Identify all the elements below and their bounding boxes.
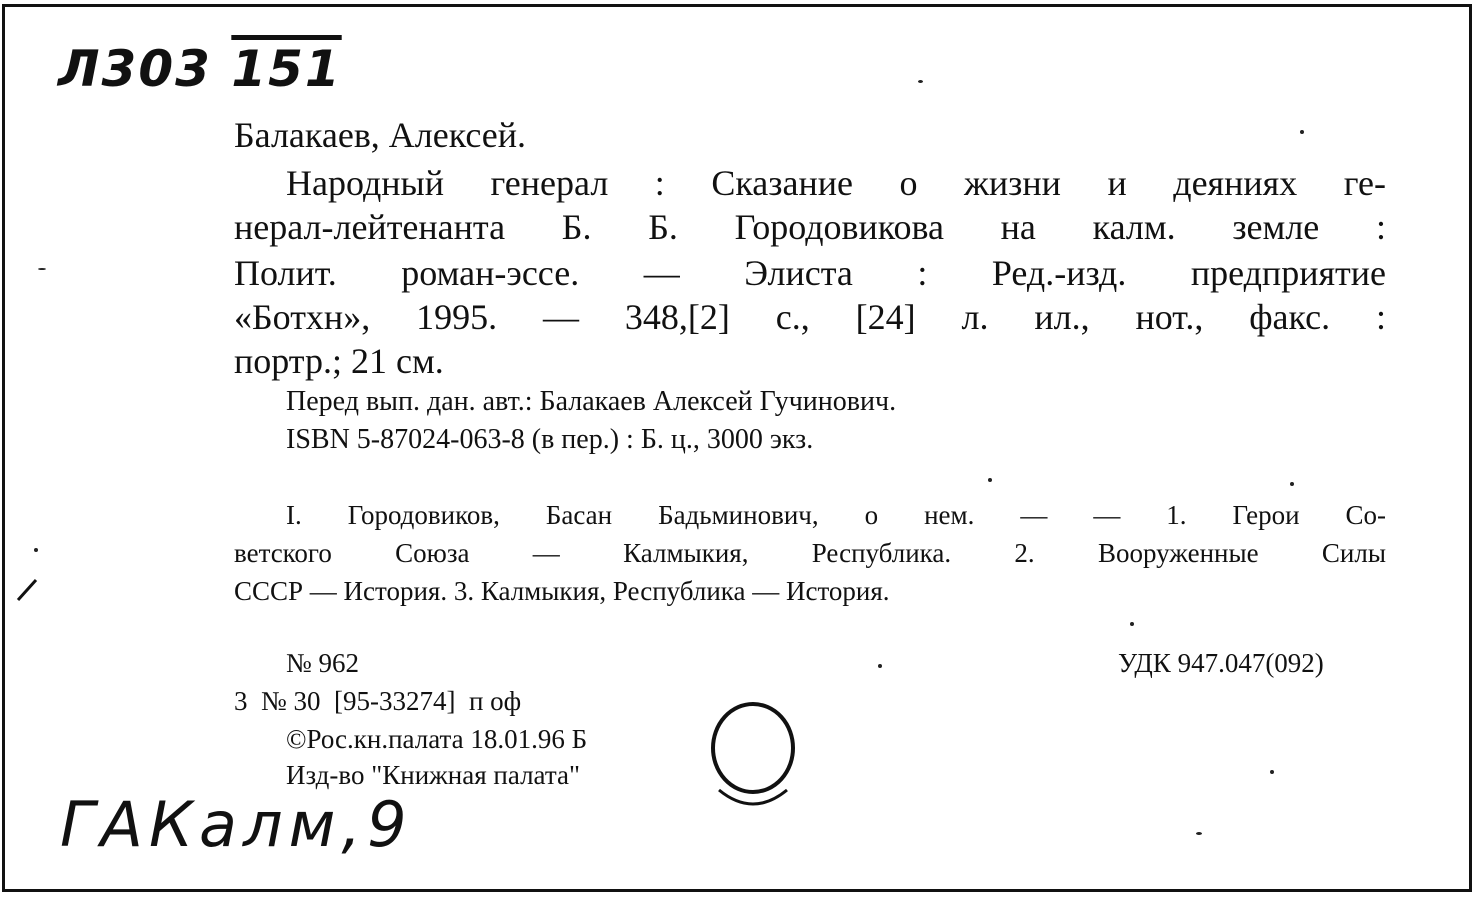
subject-line-1: I. Городовиков, Басан Бадьминович, о нем. — — 1. Герои Со-	[286, 500, 1386, 530]
title-line-3: Полит. роман-эссе. — Элиста : Ред.-изд. предприятие	[234, 253, 1386, 293]
subject-line-3: СССР — История. 3. Калмыкия, Республика — История.	[234, 576, 890, 606]
handwritten-number	[58, 40, 342, 98]
oval-stamp-icon	[703, 690, 803, 820]
handwritten-number-overline: 151	[231, 40, 342, 98]
speck	[1270, 770, 1274, 774]
speck	[1300, 130, 1304, 134]
pen-mark-icon	[16, 576, 40, 602]
speck	[34, 548, 38, 552]
publisher-line: Изд-во "Книжная палата"	[286, 760, 580, 790]
speck	[38, 268, 46, 270]
title-line-4: «Ботхн», 1995. — 348,[2] с., [24] л. ил., нот., факс. :	[234, 297, 1386, 337]
handwritten-archive-note: ГАКалм,9	[60, 788, 413, 861]
speck	[918, 80, 923, 83]
author-heading: Балакаев, Алексей.	[234, 115, 527, 155]
speck	[1196, 832, 1202, 835]
copyright-line: ©Рос.кн.палата 18.01.96 Б	[286, 724, 588, 754]
speck	[878, 664, 882, 668]
isbn-line: ISBN 5-87024-063-8 (в пер.) : Б. ц., 3000 экз.	[286, 424, 814, 455]
title-line-1: Народный генерал : Сказание о жизни и деяниях ге-	[286, 163, 1386, 203]
speck	[1290, 482, 1294, 486]
note-line-1: Перед вып. дан. авт.: Балакаев Алексей Гучинович.	[286, 386, 897, 417]
speck	[988, 478, 992, 482]
udc-code: УДК 947.047(092)	[1118, 648, 1324, 678]
title-line-5: портр.; 21 см.	[234, 341, 444, 381]
registration-line: 3 № 30 [95-33274] п оф	[234, 686, 522, 716]
card-number: № 962	[286, 648, 360, 678]
speck	[1130, 622, 1134, 626]
title-line-2: нерал-лейтенанта Б. Б. Городовикова на калм. земле :	[234, 207, 1386, 247]
handwritten-number-text: Л303	[58, 40, 212, 98]
subject-line-2: ветского Союза — Калмыкия, Республика. 2. Вооруженные Силы	[234, 538, 1386, 568]
